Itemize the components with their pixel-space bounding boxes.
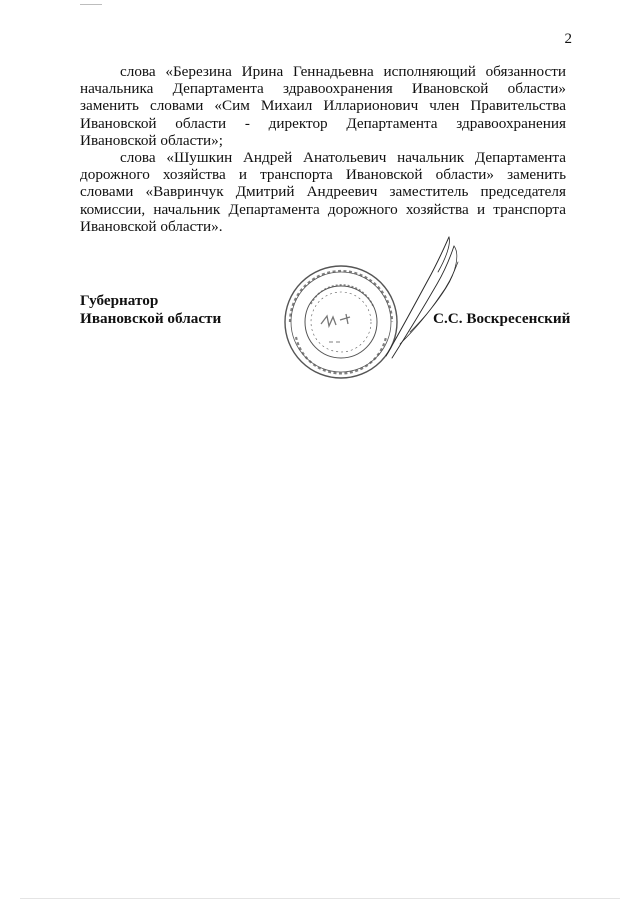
scan-artifact-bottom bbox=[20, 898, 620, 899]
page-number: 2 bbox=[564, 31, 572, 47]
paragraph-replacement-health: слова «Березина Ирина Геннадьевна исполняющий обязанности начальника Департамента здравоохранения Ивановской области» заменить словами «Сим Михаил Илларионович член Правительства Ивановской области - директор Департамента здравоохранения Ивановской области»; bbox=[80, 63, 566, 149]
scan-artifact-top bbox=[80, 4, 102, 5]
handwritten-signature-icon bbox=[380, 232, 470, 362]
signatory-name: С.С. Воскресенский bbox=[433, 310, 571, 327]
signatory-position-title: Губернатор bbox=[80, 292, 159, 309]
signatory-position bbox=[80, 292, 221, 327]
document-body bbox=[80, 63, 566, 235]
paragraph-replacement-roads: слова «Шушкин Андрей Анатольевич начальник Департамента дорожного хозяйства и транспорта Ивановской области» заменить словами «Вавринчук Дмитрий Андреевич заместитель председателя комиссии, начальник Департамента дорожного хозяйства и транспорта Ивановской области». bbox=[80, 149, 566, 235]
signatory-position-region: Ивановской области bbox=[80, 309, 222, 327]
